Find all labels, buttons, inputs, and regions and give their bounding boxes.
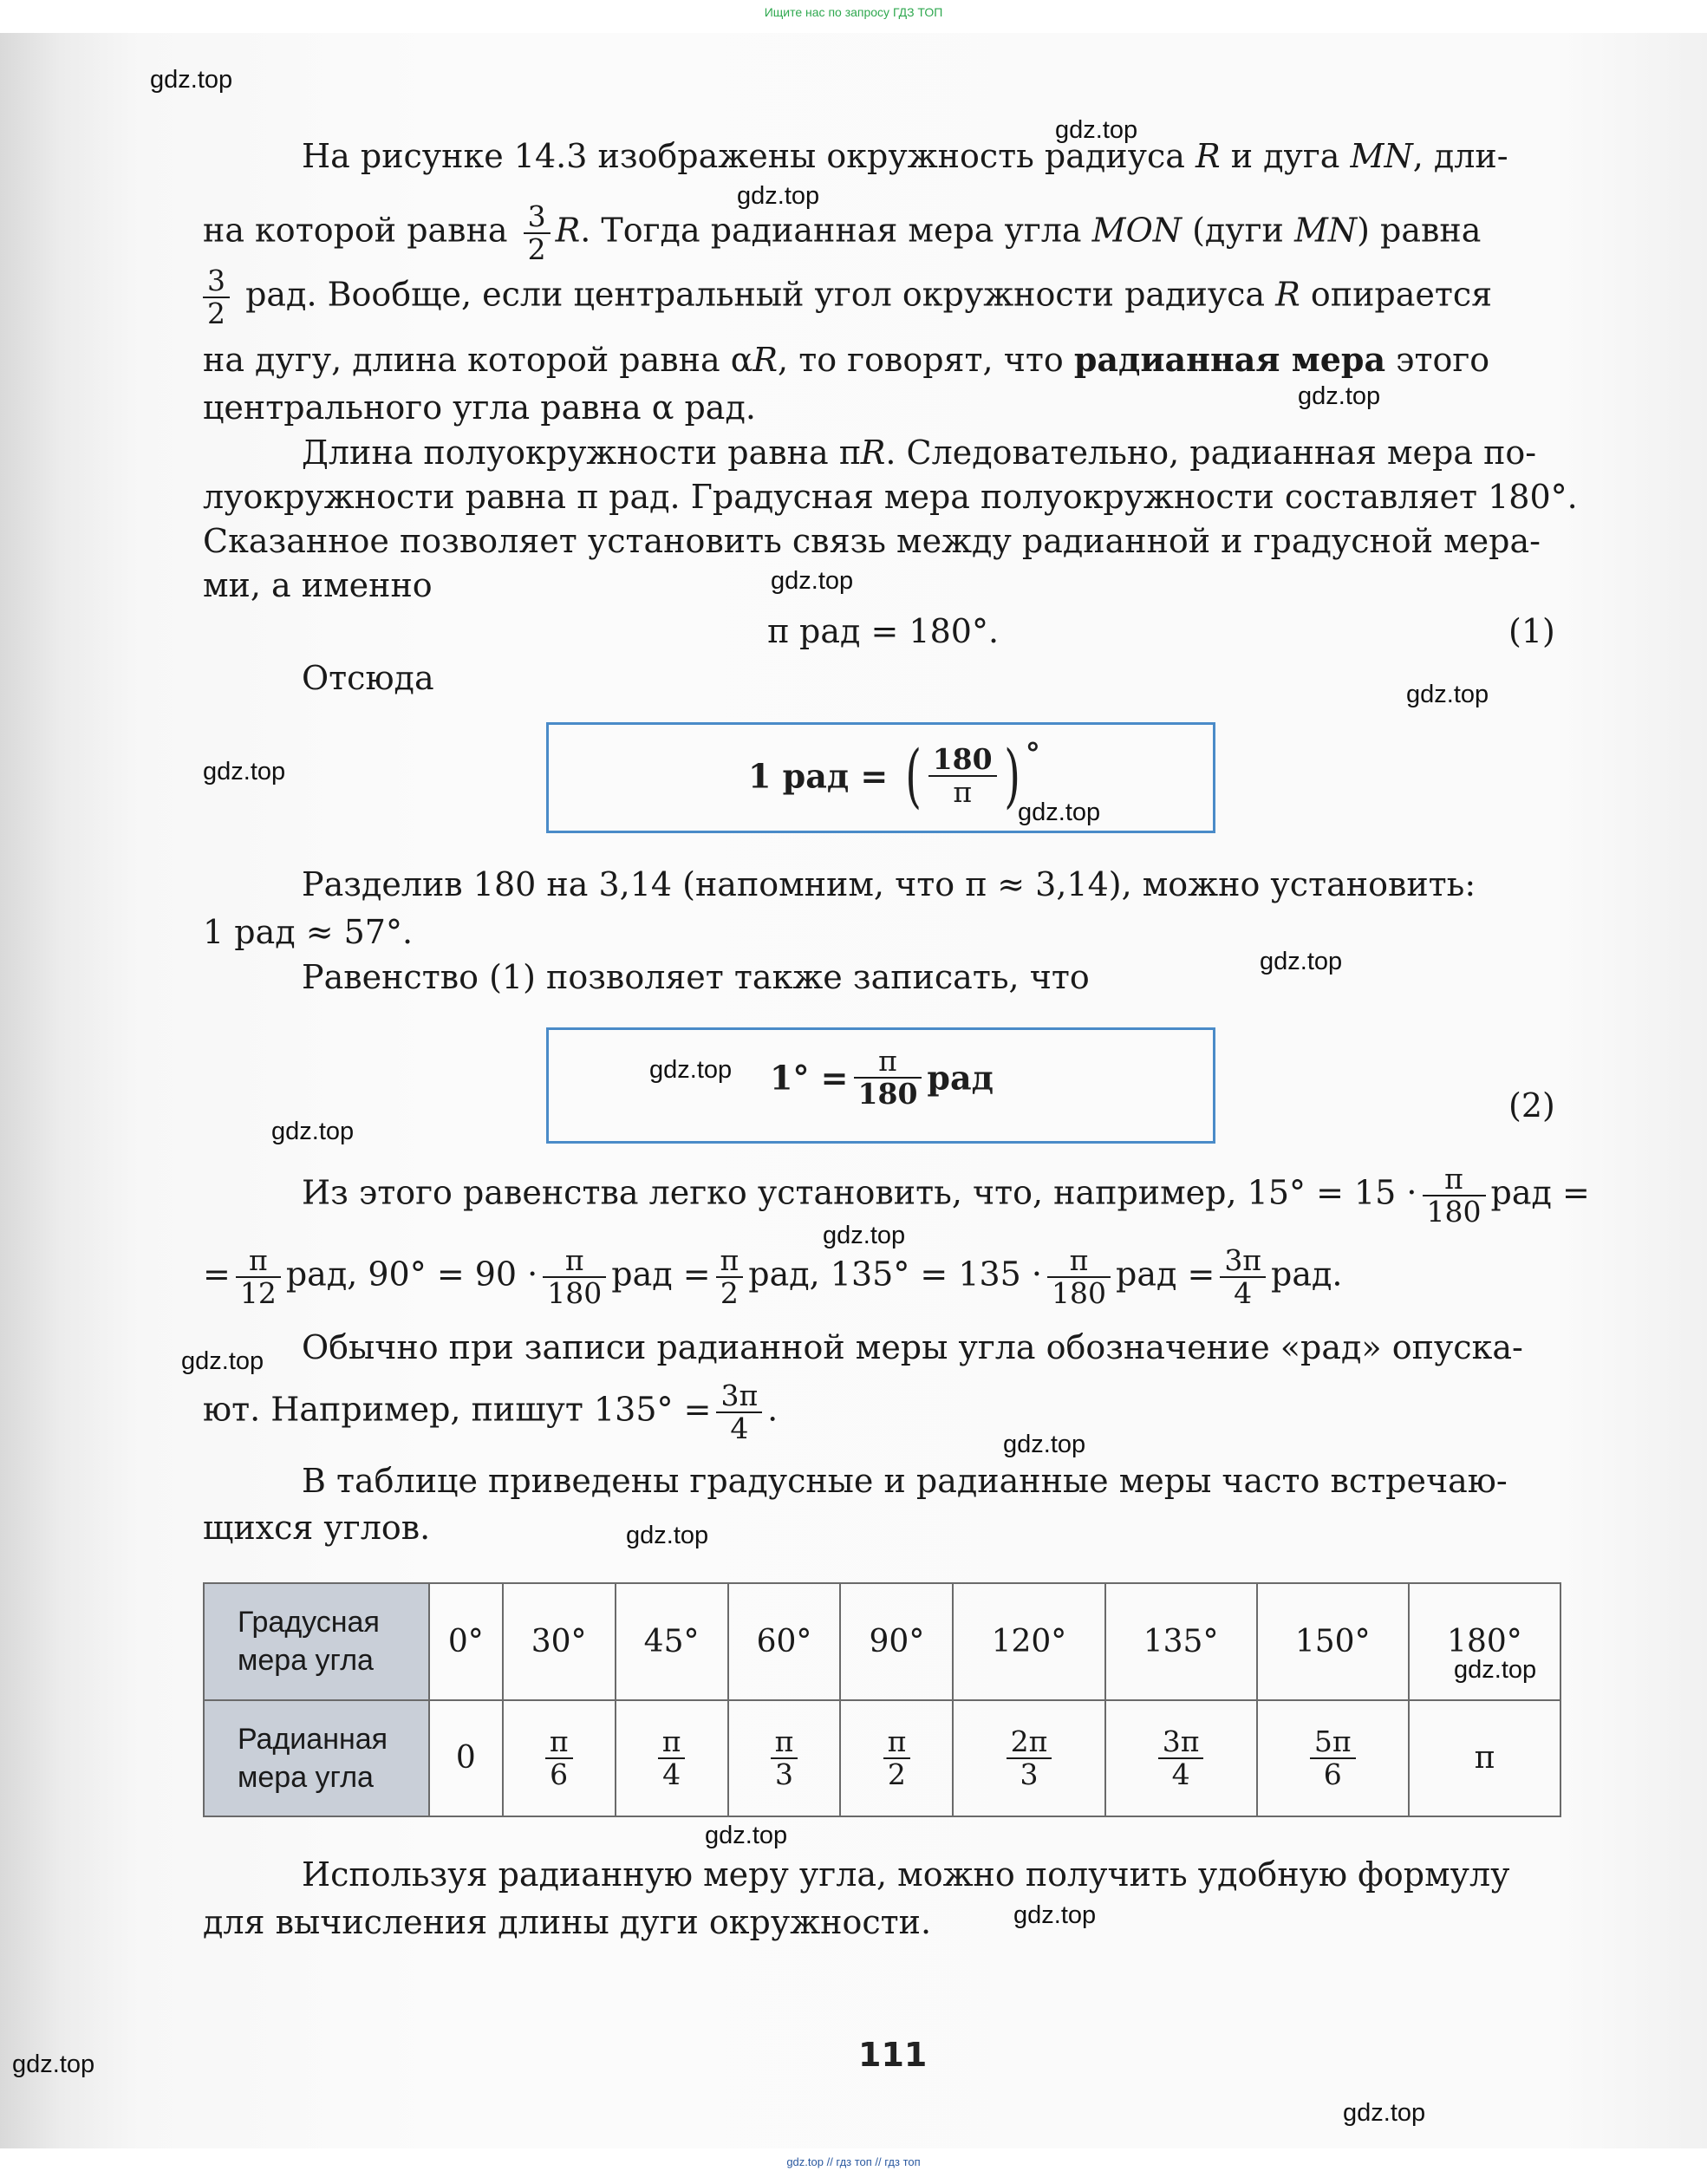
otsyuda: Отсюда	[302, 659, 434, 697]
formula-box-1	[546, 722, 1215, 833]
table-cell: 45°	[616, 1583, 728, 1700]
watermark: gdz.top	[1055, 116, 1138, 144]
p2-line3: Сказанное позволяет установить связь между радианной и градусной мера-	[203, 522, 1541, 560]
equation-1-number: (1)	[1508, 612, 1555, 650]
watermark: gdz.top	[1003, 1431, 1086, 1458]
watermark: gdz.top	[1260, 948, 1343, 975]
footer-note: gdz.top // гдз топ // гдз топ	[786, 2155, 921, 2168]
table-cell: $\frac{\pi}{2}$	[840, 1700, 953, 1817]
equation-1: π рад = 180°.	[767, 612, 1000, 650]
table-cell: 180°	[1409, 1583, 1560, 1700]
watermark: gdz.top	[626, 1522, 709, 1549]
p2-line2: луокружности равна π рад. Градусная мера полуокружности составляет 180°.	[203, 478, 1578, 516]
p1-line3: $\frac{3}{2}$ рад. Вообще, если центральный угол окружности радиуса R опирается	[203, 265, 1492, 329]
watermark: gdz.top	[1013, 1901, 1097, 1929]
p2-line4: ми, а именно	[203, 566, 433, 604]
watermark: gdz.top	[1018, 799, 1101, 826]
table-cell: $\frac{\pi}{6}$	[503, 1700, 616, 1817]
fraction-pi-over-180: $\frac{\pi}{180}$	[854, 1046, 922, 1110]
p3-line2: 1 рад ≈ 57°.	[203, 913, 414, 951]
table-cell: 135°	[1105, 1583, 1257, 1700]
p3-line1: Разделив 180 на 3,14 (напомним, что π ≈ 3,14), можно установить:	[302, 865, 1476, 903]
fraction: $\frac{\pi}{180}$	[543, 1245, 606, 1309]
table-cell: $\frac{5\pi}{6}$	[1257, 1700, 1409, 1817]
watermark: gdz.top	[271, 1118, 355, 1145]
watermark: gdz.top	[203, 758, 286, 786]
fraction: $\frac{3\pi}{4}$	[716, 1380, 762, 1444]
table-cell: $\frac{2\pi}{3}$	[953, 1700, 1104, 1817]
watermark: gdz.top	[1406, 681, 1489, 708]
p4: Равенство (1) позволяет также записать, что	[302, 958, 1090, 996]
p5-line1: Из этого равенства легко установить, что, например, 15° = 15 · $\frac{\pi}{180}$ рад =	[302, 1162, 1590, 1229]
fraction: $\frac{\pi}{180}$	[1423, 1164, 1486, 1228]
header-note: Ищите нас по запросу ГДЗ ТОП	[764, 5, 943, 19]
table-cell: 0	[429, 1700, 503, 1817]
watermark: gdz.top	[649, 1056, 733, 1084]
watermark: gdz.top	[823, 1222, 906, 1249]
watermark: gdz.top	[12, 2050, 95, 2078]
p1-line5: центрального угла равна α рад.	[203, 388, 756, 427]
table-row-radians	[204, 1700, 1560, 1817]
fraction: $\frac{\pi}{12}$	[236, 1245, 281, 1309]
watermark: gdz.top	[771, 567, 854, 595]
fraction: $\frac{3\pi}{4}$	[1220, 1245, 1266, 1309]
table-cell: $\frac{3\pi}{4}$	[1105, 1700, 1257, 1817]
table-cell: 30°	[503, 1583, 616, 1700]
p1-line2: на которой равна $\frac{3}{2}$ R. Тогда радианная мера угла MON (дуги MN) равна	[203, 199, 1482, 266]
table-row-degrees	[204, 1583, 1560, 1700]
watermark: gdz.top	[705, 1822, 788, 1849]
p1-line4: на дугу, длина которой равна αR, то говорят, что радианная мера этого	[203, 340, 1490, 379]
watermark: gdz.top	[181, 1347, 264, 1375]
p5-line2: = $\frac{\pi}{12}$ рад, 90° = 90 · $\frac{\pi}{180}$ рад = $\frac{\pi}{2}$ рад, 135° = 135 · $\frac{\pi}{180}$ рад = $\frac{3\pi}{4}$ рад.	[203, 1243, 1343, 1310]
table-cell: 60°	[728, 1583, 841, 1700]
fraction-three-halves: $\frac{3}{2}$	[203, 265, 230, 329]
watermark: gdz.top	[737, 182, 820, 210]
watermark: gdz.top	[1298, 382, 1381, 410]
fraction-three-halves: $\frac{3}{2}$	[524, 201, 551, 265]
p6-line2: ют. Например, пишут 135° = $\frac{3\pi}{4}$ .	[203, 1379, 779, 1445]
table-cell: 90°	[840, 1583, 953, 1700]
watermark: gdz.top	[1454, 1656, 1537, 1684]
p8-line2: для вычисления длины дуги окружности.	[203, 1903, 932, 1941]
p6-line1: Обычно при записи радианной меры угла обозначение «рад» опуска-	[302, 1328, 1523, 1366]
p7-line2: щихся углов.	[203, 1509, 431, 1547]
p8-line1: Используя радианную меру угла, можно получить удобную формулу	[302, 1855, 1510, 1894]
p2-line1: Длина полуокружности равна πR. Следовательно, радианная мера по-	[302, 434, 1537, 472]
page-number: 111	[858, 2036, 928, 2074]
fraction-180-over-pi: $\frac{180}{\pi}$	[928, 744, 997, 808]
table-cell: $\frac{\pi}{4}$	[616, 1700, 728, 1817]
formula-2: 1° = $\frac{\pi}{180}$ рад	[770, 1044, 994, 1111]
formula-box-2	[546, 1027, 1215, 1144]
table-header-radians: Радианная мера угла	[204, 1700, 429, 1817]
equation-2-number: (2)	[1508, 1086, 1555, 1125]
watermark: gdz.top	[1343, 2099, 1426, 2127]
table-cell: 120°	[953, 1583, 1104, 1700]
table-header-degrees: Градусная мера угла	[204, 1583, 429, 1700]
watermark: gdz.top	[150, 66, 233, 94]
table-cell: π	[1409, 1700, 1560, 1817]
table-cell: 0°	[429, 1583, 503, 1700]
fraction: $\frac{\pi}{180}$	[1047, 1245, 1111, 1309]
table-cell: $\frac{\pi}{3}$	[728, 1700, 841, 1817]
formula-1: 1 рад = ( $\frac{180}{\pi}$ ) °	[748, 735, 1040, 816]
degree-radian-table	[203, 1582, 1561, 1817]
table-cell: 150°	[1257, 1583, 1409, 1700]
term-radian-measure: радианная мера	[1073, 340, 1386, 379]
fraction: $\frac{\pi}{2}$	[716, 1245, 744, 1309]
p7-line1: В таблице приведены градусные и радианные меры часто встречаю-	[302, 1462, 1508, 1500]
p1-line1: На рисунке 14.3 изображены окружность радиуса R и дуга MN, дли-	[302, 137, 1508, 175]
